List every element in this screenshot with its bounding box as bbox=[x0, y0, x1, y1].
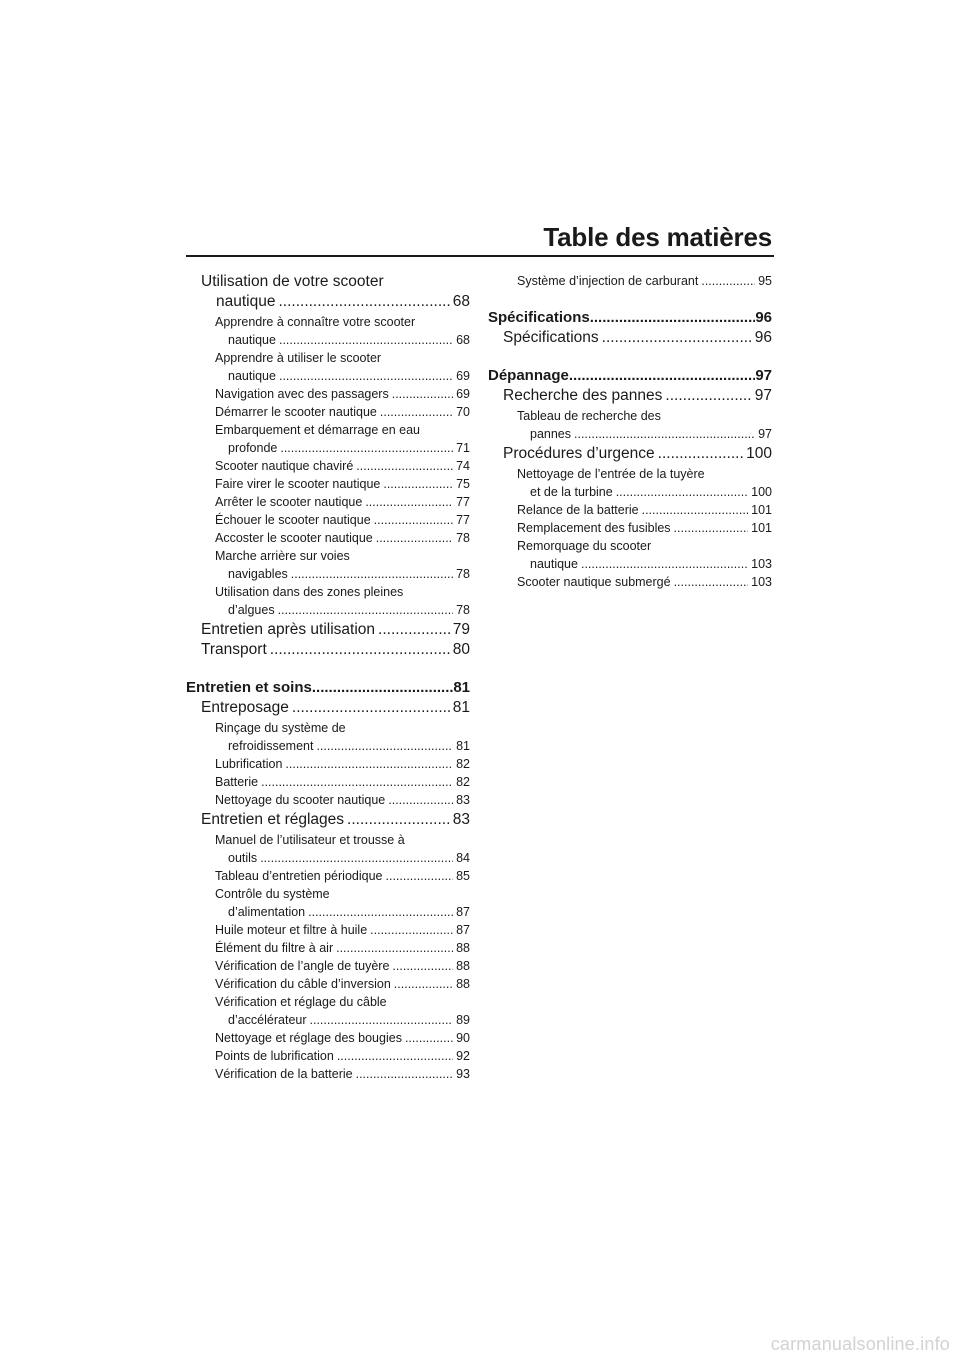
dot-leader bbox=[279, 331, 453, 349]
toc-entry-page: 89 bbox=[456, 1013, 470, 1027]
toc-entry-line bbox=[517, 501, 772, 519]
toc-entry-title: Entretien après utilisation bbox=[201, 621, 376, 638]
toc-entry-page: 100 bbox=[751, 485, 772, 499]
toc-entry-page: 87 bbox=[456, 905, 470, 919]
dot-leader bbox=[261, 773, 453, 791]
toc-entry-page: 81 bbox=[456, 739, 470, 753]
dot-leader bbox=[278, 601, 454, 619]
toc-entry-title: Batterie bbox=[215, 775, 259, 789]
toc-entry-title: Utilisation dans des zones pleines bbox=[215, 585, 404, 599]
toc-entry-page: 68 bbox=[452, 293, 470, 310]
toc-entry-line bbox=[215, 529, 470, 547]
dot-leader bbox=[383, 475, 453, 493]
toc-entry-line bbox=[517, 425, 772, 443]
toc-entry-line bbox=[215, 1047, 470, 1065]
toc-entry-title: Entretien et réglages bbox=[201, 811, 345, 828]
toc-entry[interactable] bbox=[186, 493, 470, 511]
watermark-text: carmanualsonline.info bbox=[770, 1334, 950, 1354]
toc-entry-title: Points de lubrification bbox=[215, 1049, 334, 1063]
toc-entry-line bbox=[215, 1029, 470, 1047]
toc-entry[interactable] bbox=[488, 272, 772, 290]
toc-entry-title: Spécifications bbox=[503, 329, 599, 346]
toc-entry-title: pannes bbox=[530, 427, 572, 441]
toc-entry-line bbox=[215, 331, 470, 349]
toc-entry-title: profonde bbox=[228, 441, 278, 455]
toc-entry-title: Remorquage du scooter bbox=[517, 539, 652, 553]
toc-entry-line bbox=[215, 439, 470, 457]
toc-entry-line bbox=[517, 555, 772, 573]
toc-entry[interactable] bbox=[186, 547, 470, 583]
toc-entry-page: 90 bbox=[456, 1031, 470, 1045]
toc-entry-title: Utilisation de votre scooter bbox=[201, 273, 384, 290]
toc-entry[interactable] bbox=[186, 885, 470, 921]
dot-leader bbox=[701, 272, 755, 290]
toc-entry[interactable] bbox=[186, 957, 470, 975]
toc-entry[interactable] bbox=[186, 457, 470, 475]
toc-entry[interactable] bbox=[488, 519, 772, 537]
toc-entry-page: 78 bbox=[456, 531, 470, 545]
toc-entry-title: Contrôle du système bbox=[215, 887, 330, 901]
toc-entry-title: Scooter nautique submergé bbox=[517, 575, 671, 589]
toc-column-left bbox=[186, 272, 470, 1083]
toc-entry-page: 74 bbox=[456, 459, 470, 473]
toc-entry-title: Tableau de recherche des bbox=[517, 409, 661, 423]
toc-entry-line bbox=[517, 483, 772, 501]
dot-leader bbox=[356, 457, 453, 475]
toc-entry[interactable] bbox=[186, 403, 470, 421]
dot-leader bbox=[394, 975, 453, 993]
toc-entry-title: d’alimentation bbox=[228, 905, 306, 919]
dot-leader bbox=[674, 519, 749, 537]
dot-leader bbox=[316, 737, 453, 755]
toc-entry-line bbox=[503, 444, 772, 464]
toc-entry-title: Dépannage bbox=[488, 367, 569, 384]
toc-entry-title: nautique bbox=[228, 369, 276, 383]
toc-entry-title: Manuel de l’utilisateur et trousse à bbox=[215, 833, 405, 847]
toc-entry-title: nautique bbox=[530, 557, 578, 571]
toc-entry-line bbox=[215, 349, 470, 367]
toc-entry-page: 87 bbox=[456, 923, 470, 937]
toc-entry-line bbox=[215, 831, 470, 849]
toc-entry-line bbox=[215, 1011, 470, 1029]
toc-entry-title: refroidissement bbox=[228, 739, 314, 753]
toc-entry-line bbox=[215, 885, 470, 903]
toc-entry-line bbox=[517, 573, 772, 591]
dot-leader bbox=[602, 328, 752, 348]
toc-entry-line bbox=[201, 698, 470, 718]
toc-entry[interactable] bbox=[186, 698, 470, 718]
toc-entry[interactable] bbox=[186, 975, 470, 993]
toc-entry-page: 103 bbox=[751, 557, 772, 571]
toc-entry[interactable] bbox=[186, 678, 470, 698]
toc-entry-line bbox=[215, 547, 470, 565]
dot-leader bbox=[337, 1047, 453, 1065]
toc-entry[interactable] bbox=[186, 993, 470, 1029]
toc-entry-title: Vérification de l’angle de tuyère bbox=[215, 959, 390, 973]
toc-entry-page: 84 bbox=[456, 851, 470, 865]
dot-leader bbox=[336, 939, 453, 957]
dot-leader bbox=[278, 292, 449, 312]
toc-entry-title: Apprendre à utiliser le scooter bbox=[215, 351, 382, 365]
toc-entry-title: Nettoyage du scooter nautique bbox=[215, 793, 386, 807]
dot-leader bbox=[308, 903, 453, 921]
toc-entry-page: 69 bbox=[456, 387, 470, 401]
dot-leader bbox=[260, 849, 453, 867]
toc-entry-line bbox=[201, 810, 470, 830]
toc-entry-page: 83 bbox=[452, 811, 470, 828]
toc-entry-title: Nettoyage de l’entrée de la tuyère bbox=[517, 467, 705, 481]
toc-entry-line bbox=[503, 328, 772, 348]
toc-entry-title: Remplacement des fusibles bbox=[517, 521, 671, 535]
dot-leader bbox=[279, 367, 453, 385]
toc-entry-line bbox=[201, 292, 470, 312]
toc-entry-title: Élément du filtre à air bbox=[215, 941, 334, 955]
dot-leader bbox=[665, 386, 751, 406]
toc-entry-line bbox=[215, 1065, 470, 1083]
toc-entry-line bbox=[215, 493, 470, 511]
toc-entry-page: 95 bbox=[758, 274, 772, 288]
toc-entry-page: 70 bbox=[456, 405, 470, 419]
toc-entry-title: Échouer le scooter nautique bbox=[215, 513, 371, 527]
toc-entry[interactable] bbox=[186, 1065, 470, 1083]
dot-leader bbox=[674, 573, 749, 591]
toc-entry[interactable] bbox=[488, 386, 772, 406]
toc-entry-title: Accoster le scooter nautique bbox=[215, 531, 373, 545]
toc-entry[interactable] bbox=[186, 583, 470, 619]
toc-entry-page: 78 bbox=[456, 603, 470, 617]
toc-entry-page: 88 bbox=[456, 977, 470, 991]
toc-entry-page: 81 bbox=[453, 679, 470, 696]
toc-entry-title: nautique bbox=[228, 333, 276, 347]
toc-entry-page: 97 bbox=[754, 387, 772, 404]
dot-leader bbox=[378, 620, 450, 640]
toc-entry-line bbox=[215, 755, 470, 773]
toc-entry[interactable] bbox=[488, 537, 772, 573]
toc-entry-page: 100 bbox=[746, 445, 772, 462]
toc-entry-page: 101 bbox=[751, 521, 772, 535]
toc-entry-line bbox=[517, 537, 772, 555]
toc-entry-page: 79 bbox=[452, 621, 470, 638]
dot-leader bbox=[347, 810, 450, 830]
toc-entry-title: Lubrification bbox=[215, 757, 283, 771]
toc-entry-page: 88 bbox=[456, 959, 470, 973]
toc-entry-title: Système d’injection de carburant bbox=[517, 274, 699, 288]
title-rule bbox=[186, 255, 774, 257]
toc-entry-page: 96 bbox=[755, 309, 772, 326]
toc-entry[interactable] bbox=[488, 444, 772, 464]
toc-entry-page: 75 bbox=[456, 477, 470, 491]
toc-entry-line bbox=[201, 272, 470, 292]
dot-leader bbox=[574, 425, 755, 443]
toc-entry-line bbox=[517, 465, 772, 483]
toc-entry-line bbox=[215, 421, 470, 439]
toc-entry-line bbox=[215, 565, 470, 583]
toc-entry[interactable] bbox=[186, 755, 470, 773]
toc-entry[interactable] bbox=[488, 328, 772, 348]
toc-entry-line bbox=[215, 403, 470, 421]
dot-leader bbox=[658, 444, 743, 464]
toc-entry-title: Embarquement et démarrage en eau bbox=[215, 423, 420, 437]
dot-leader bbox=[380, 403, 453, 421]
toc-entry[interactable] bbox=[186, 620, 470, 640]
dot-leader bbox=[590, 308, 756, 328]
dot-leader bbox=[356, 1065, 454, 1083]
toc-entry-title: et de la turbine bbox=[530, 485, 613, 499]
dot-leader bbox=[292, 698, 450, 718]
toc-entry[interactable] bbox=[186, 529, 470, 547]
toc-entry-line bbox=[488, 366, 772, 386]
toc-entry-line bbox=[517, 407, 772, 425]
toc-entry-line bbox=[215, 601, 470, 619]
toc-entry-page: 82 bbox=[456, 757, 470, 771]
toc-entry-page: 97 bbox=[758, 427, 772, 441]
toc-entry-page: 77 bbox=[456, 495, 470, 509]
toc-entry-line bbox=[215, 737, 470, 755]
toc-entry[interactable] bbox=[186, 640, 470, 660]
toc-entry-line bbox=[215, 367, 470, 385]
toc-entry[interactable] bbox=[186, 511, 470, 529]
toc-entry-line bbox=[215, 791, 470, 809]
toc-entry-title: Démarrer le scooter nautique bbox=[215, 405, 377, 419]
toc-entry-title: Nettoyage et réglage des bougies bbox=[215, 1031, 402, 1045]
dot-leader bbox=[388, 791, 453, 809]
toc-entry[interactable] bbox=[186, 810, 470, 830]
toc-entry[interactable] bbox=[186, 272, 470, 312]
toc-entry-line bbox=[215, 939, 470, 957]
toc-entry-title: Procédures d’urgence bbox=[503, 445, 655, 462]
toc-entry-line bbox=[215, 475, 470, 493]
dot-leader bbox=[374, 511, 453, 529]
toc-entry[interactable] bbox=[488, 308, 772, 328]
dot-leader bbox=[285, 755, 453, 773]
toc-entry-line bbox=[215, 975, 470, 993]
toc-entry-line bbox=[517, 272, 772, 290]
toc-entry-page: 96 bbox=[754, 329, 772, 346]
toc-entry-line bbox=[186, 678, 470, 698]
toc-entry-page: 93 bbox=[456, 1067, 470, 1081]
toc-entry-title: Entretien et soins bbox=[186, 679, 312, 696]
dot-leader bbox=[376, 529, 453, 547]
toc-entry-line bbox=[215, 385, 470, 403]
toc-entry-page: 69 bbox=[456, 369, 470, 383]
toc-entry-line bbox=[215, 313, 470, 331]
dot-leader bbox=[280, 439, 453, 457]
toc-entry-title: Rinçage du système de bbox=[215, 721, 346, 735]
toc-column-right bbox=[488, 272, 772, 591]
toc-entry-title: outils bbox=[228, 851, 258, 865]
toc-entry[interactable] bbox=[186, 773, 470, 791]
toc-entry-page: 68 bbox=[456, 333, 470, 347]
toc-entry[interactable] bbox=[186, 719, 470, 755]
dot-leader bbox=[616, 483, 748, 501]
dot-leader bbox=[365, 493, 453, 511]
dot-leader bbox=[310, 1011, 454, 1029]
toc-entry-title: Navigation avec des passagers bbox=[215, 387, 389, 401]
toc-entry-title: Arrêter le scooter nautique bbox=[215, 495, 363, 509]
toc-entry[interactable] bbox=[488, 573, 772, 591]
toc-entry-title: d’accélérateur bbox=[228, 1013, 307, 1027]
toc-entry-line bbox=[215, 511, 470, 529]
dot-leader bbox=[392, 385, 453, 403]
page-title: Table des matières bbox=[543, 222, 772, 252]
toc-entry-title: nautique bbox=[216, 293, 276, 310]
toc-entry-title: Marche arrière sur voies bbox=[215, 549, 350, 563]
toc-entry-line bbox=[503, 386, 772, 406]
toc-entry-line bbox=[215, 867, 470, 885]
toc-entry[interactable] bbox=[488, 407, 772, 443]
toc-entry-page: 81 bbox=[452, 699, 470, 716]
toc-entry-title: Transport bbox=[201, 641, 267, 658]
toc-entry-page: 80 bbox=[452, 641, 470, 658]
dot-leader bbox=[370, 921, 453, 939]
toc-entry-title: d’algues bbox=[228, 603, 275, 617]
toc-entry[interactable] bbox=[186, 867, 470, 885]
toc-entry-page: 83 bbox=[456, 793, 470, 807]
toc-entry-page: 82 bbox=[456, 775, 470, 789]
toc-entry-line bbox=[215, 849, 470, 867]
toc-entry-line bbox=[215, 719, 470, 737]
toc-entry-title: Huile moteur et filtre à huile bbox=[215, 923, 368, 937]
dot-leader bbox=[291, 565, 453, 583]
toc-entry[interactable] bbox=[186, 313, 470, 349]
toc-entry-title: Vérification de la batterie bbox=[215, 1067, 353, 1081]
toc-entry-line bbox=[215, 583, 470, 601]
toc-entry-title: Entreposage bbox=[201, 699, 289, 716]
toc-entry-page: 78 bbox=[456, 567, 470, 581]
toc-entry-title: navigables bbox=[228, 567, 288, 581]
toc-entry-line bbox=[215, 921, 470, 939]
toc-entry-line bbox=[215, 457, 470, 475]
toc-entry-title: Spécifications bbox=[488, 309, 590, 326]
toc-entry-line bbox=[488, 308, 772, 328]
toc-entry-title: Tableau d’entretien périodique bbox=[215, 869, 383, 883]
toc-entry-line bbox=[201, 640, 470, 660]
dot-leader bbox=[386, 867, 454, 885]
toc-entry[interactable] bbox=[186, 475, 470, 493]
toc-entry-line bbox=[215, 773, 470, 791]
dot-leader bbox=[642, 501, 749, 519]
toc-entry-page: 77 bbox=[456, 513, 470, 527]
toc-entry-title: Recherche des pannes bbox=[503, 387, 663, 404]
toc-entry[interactable] bbox=[488, 465, 772, 501]
toc-entry-title: Apprendre à connaître votre scooter bbox=[215, 315, 416, 329]
toc-entry[interactable] bbox=[186, 1047, 470, 1065]
toc-entry[interactable] bbox=[186, 921, 470, 939]
toc-entry-page: 85 bbox=[456, 869, 470, 883]
toc-entry[interactable] bbox=[186, 1029, 470, 1047]
toc-entry-line bbox=[201, 620, 470, 640]
toc-entry[interactable] bbox=[488, 366, 772, 386]
toc-entry-page: 88 bbox=[456, 941, 470, 955]
toc-entry-line bbox=[215, 903, 470, 921]
toc-entry-page: 103 bbox=[751, 575, 772, 589]
toc-entry-page: 71 bbox=[456, 441, 470, 455]
dot-leader bbox=[405, 1029, 453, 1047]
toc-entry-page: 92 bbox=[456, 1049, 470, 1063]
toc-entry[interactable] bbox=[186, 349, 470, 385]
toc-entry-title: Scooter nautique chaviré bbox=[215, 459, 354, 473]
dot-leader bbox=[312, 678, 453, 698]
toc-entry[interactable] bbox=[186, 831, 470, 867]
toc-entry-title: Vérification du câble d’inversion bbox=[215, 977, 391, 991]
toc-entry-line bbox=[517, 519, 772, 537]
dot-leader bbox=[569, 366, 755, 386]
dot-leader bbox=[392, 957, 453, 975]
toc-entry[interactable] bbox=[186, 791, 470, 809]
toc-entry-title: Relance de la batterie bbox=[517, 503, 639, 517]
toc-entry-line bbox=[215, 993, 470, 1011]
toc-entry-title: Vérification et réglage du câble bbox=[215, 995, 387, 1009]
dot-leader bbox=[270, 640, 450, 660]
toc-entry[interactable] bbox=[186, 421, 470, 457]
dot-leader bbox=[581, 555, 748, 573]
toc-entry[interactable] bbox=[488, 501, 772, 519]
toc-entry-page: 101 bbox=[751, 503, 772, 517]
toc-entry-title: Faire virer le scooter nautique bbox=[215, 477, 381, 491]
toc-entry[interactable] bbox=[186, 385, 470, 403]
toc-entry-page: 97 bbox=[755, 367, 772, 384]
toc-entry[interactable] bbox=[186, 939, 470, 957]
toc-entry-line bbox=[215, 957, 470, 975]
